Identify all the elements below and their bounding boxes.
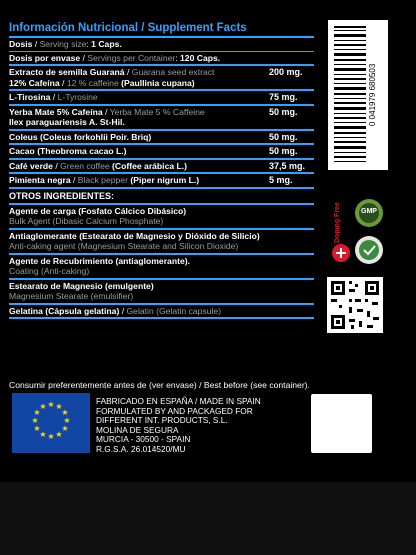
nutrient-row-green-coffee: Café verde / Green coffee (Coffee arábica L.) 37,5 mg. [9,160,306,171]
lot-expiry-box [311,394,372,453]
nutrient-row-cacao: Cacao (Theobroma cacao L.) 50 mg. [9,146,298,156]
serving-size-row: Dosis / Serving size: 1 Caps. [9,39,122,49]
svg-text:★: ★ [47,400,55,409]
other-ingredient-coating: Agente de Recubrimiento (antiaglomerante). Coating (Anti-caking) [9,255,190,276]
nutrient-row-black-pepper: Pimienta negra / Black pepper (Piper nigrum L.) 5 mg. [9,175,293,185]
servings-per-container-row: Dosis por envase / Servings per Container: 120 Caps. [9,52,221,63]
svg-text:★: ★ [63,416,71,425]
best-before-note: Consumir preferentemente antes de (ver envase) / Best before (see container). [9,380,310,390]
svg-text:★: ★ [55,430,63,439]
svg-text:★: ★ [39,430,47,439]
other-ingredient-gelatin: Gelatina (Cápsula gelatina) / Gelatin (Gelatin capsule) [9,305,222,316]
bottom-band [0,482,416,555]
svg-text:★: ★ [61,408,69,417]
other-ingredient-bulk-agent: Agente de carga (Fosfato Cálcico Dibásico) Bulk Agent (Dibasic Calcium Phosphate) [9,205,187,226]
svg-text:★: ★ [39,402,47,411]
doping-free-icon: Doping Free [330,195,352,265]
nutrient-row-coleus: Coleus (Coleus forkohlii Poir. Briq) 50 mg. [9,131,298,142]
barcode-icon [328,20,388,170]
supplement-facts-panel [9,20,314,319]
other-ingredient-magnesium-stearate: Estearato de Magnesio (emulgente) Magnesium Stearate (emulsifier) [9,280,154,301]
svg-text:★: ★ [55,402,63,411]
svg-text:★: ★ [61,424,69,433]
facts-title: Información Nutricional / Supplement Facts [9,22,247,34]
other-ingredients-title: OTROS INGREDIENTES: [9,190,115,201]
other-ingredient-anti-caking: Antiaglomerante (Estearato de Magnesio y Dióxido de Silicio) Anti-caking agent (Magnesium Stearate and Silicon Dioxide) [9,230,260,251]
nutrient-row-yerba-mate: Yerba Mate 5% Cafeína / Yerba Mate 5 % Caffeine 50 mg. Ilex paraguariensis A. St-Hil. [9,106,298,127]
nutrient-row-guarana: Extracto de semilla Guaraná / Guarana seed extract 200 mg. 12% Cafeína / 12 % caffeine (Paullinia cupana) [9,67,303,88]
seal-badge-icon [354,235,384,265]
gmp-badge-icon: GMP [354,198,384,228]
eu-flag-icon [12,393,90,453]
svg-text:★: ★ [33,408,41,417]
svg-text:★: ★ [33,424,41,433]
qr-code-icon [327,277,383,333]
barcode-number: 0 041979 680503 [368,63,377,127]
nutrient-row-tyrosine: L-Tirosina / L-Tyrosine 75 mg. [9,92,298,102]
manufacturer-info: FABRICADO EN ESPAÑA / MADE IN SPAIN FORMULATED BY AND PACKAGED FOR DIFFERENT INT. PRODUCTS, S.L. MOLINA DE SEGURA MURCIA - 30500 - SPAIN R.G.S.A. 26.014520/MU [96,396,261,454]
svg-text:★: ★ [47,432,55,441]
divider [9,317,314,319]
svg-text:★: ★ [31,416,39,425]
